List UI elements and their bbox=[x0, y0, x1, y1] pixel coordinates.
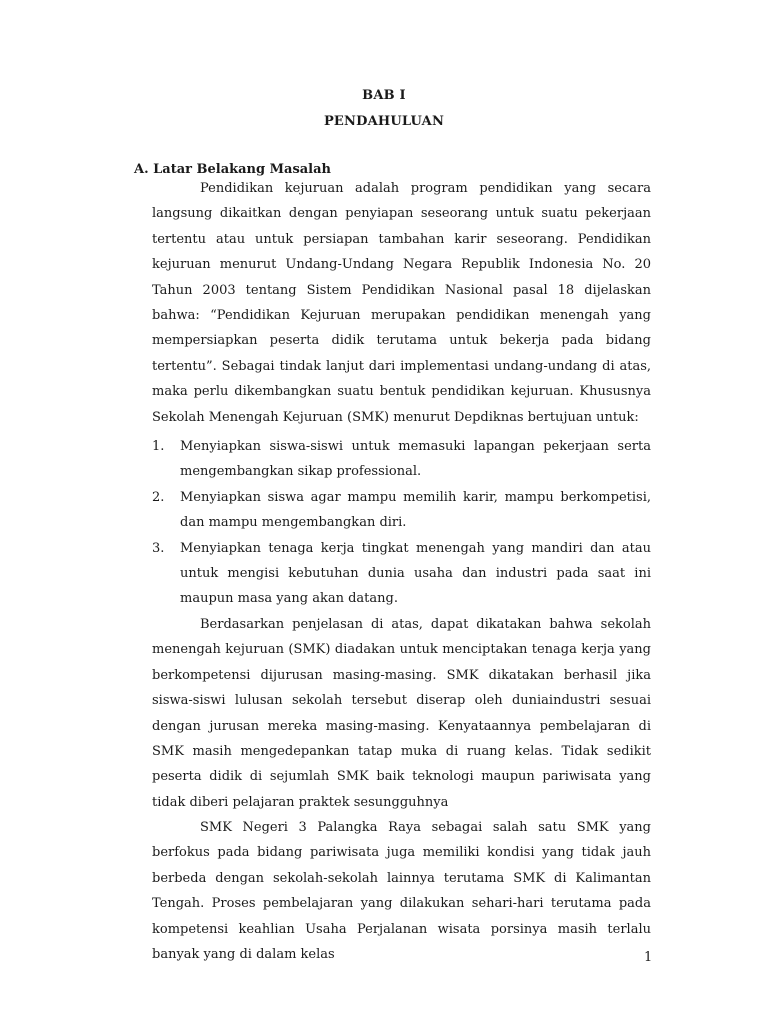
objectives-list bbox=[152, 434, 651, 612]
chapter-number: BAB I bbox=[362, 88, 406, 103]
list-item-text: Menyiapkan siswa agar mampu memilih karir, mampu berkompetisi, dan mampu mengembangkan diri. bbox=[180, 489, 651, 531]
page-number: 1 bbox=[644, 950, 653, 965]
list-item-number: 2. bbox=[152, 489, 165, 505]
paragraph-intro: Pendidikan kejuruan adalah program pendidikan yang secara langsung dikaitkan dengan penyiapan seseorang untuk suatu pekerjaan tertentu atau untuk persiapan tambahan karir seseorang. Pendidikan kejuruan menurut Undang-Undang Negara Republik Indonesia No. 20 Tahun 2003 tentang Sistem Pendidikan Nasional pasal 18 dijelaskan bahwa: “Pendidikan Kejuruan merupakan pendidikan menengah yang mempersiapkan peserta didik terutama untuk bekerja pada bidang tertentu”. Sebagai tindak lanjut dari implementasi undang-undang di atas, maka perlu dikembangkan suatu bentuk pendidikan kejuruan. Khususnya Sekolah Menengah Kejuruan (SMK) menurut Depdiknas bertujuan untuk: bbox=[152, 181, 651, 425]
list-item bbox=[152, 434, 651, 485]
section-title: A. Latar Belakang Masalah bbox=[134, 162, 331, 177]
list-item-number: 3. bbox=[152, 540, 165, 556]
list-item-text: Menyiapkan siswa-siswi untuk memasuki lapangan pekerjaan serta mengembangkan sikap professional. bbox=[180, 439, 651, 480]
list-item-number: 1. bbox=[152, 439, 165, 454]
list-item-text: Menyiapkan tenaga kerja tingkat menengah yang mandiri dan atau untuk mengisi kebutuhan dunia usaha dan industri pada saat ini maupun masa yang akan datang. bbox=[180, 540, 651, 607]
chapter-title: PENDAHULUAN bbox=[323, 114, 445, 129]
list-item bbox=[152, 485, 651, 536]
list-item bbox=[152, 536, 651, 612]
paragraph-explanation: Berdasarkan penjelasan di atas, dapat dikatakan bahwa sekolah menengah kejuruan (SMK) diadakan untuk menciptakan tenaga kerja yang berkompetensi dijurusan masing-masing. SMK dikatakan berhasil jika siswa-siswi lulusan sekolah tersebut diserap oleh duniaindustri sesuai dengan jurusan mereka masing-masing. Kenyataannya pembelajaran di SMK masih mengedepankan tatap muka di ruang kelas. Tidak sedikit peserta didik di sejumlah SMK baik teknologi maupun pariwisata yang tidak diberi pelajaran praktek sesungguhnya bbox=[152, 617, 651, 810]
paragraph-school: SMK Negeri 3 Palangka Raya sebagai salah satu SMK yang berfokus pada bidang pariwisata juga memiliki kondisi yang tidak jauh berbeda dengan sekolah-sekolah lainnya terutama SMK di Kalimantan Tengah. Proses pembelajaran yang dilakukan sehari-hari terutama pada kompetensi keahlian Usaha Perjalanan wisata porsinya masih terlalu banyak yang di dalam kelas bbox=[152, 820, 651, 963]
